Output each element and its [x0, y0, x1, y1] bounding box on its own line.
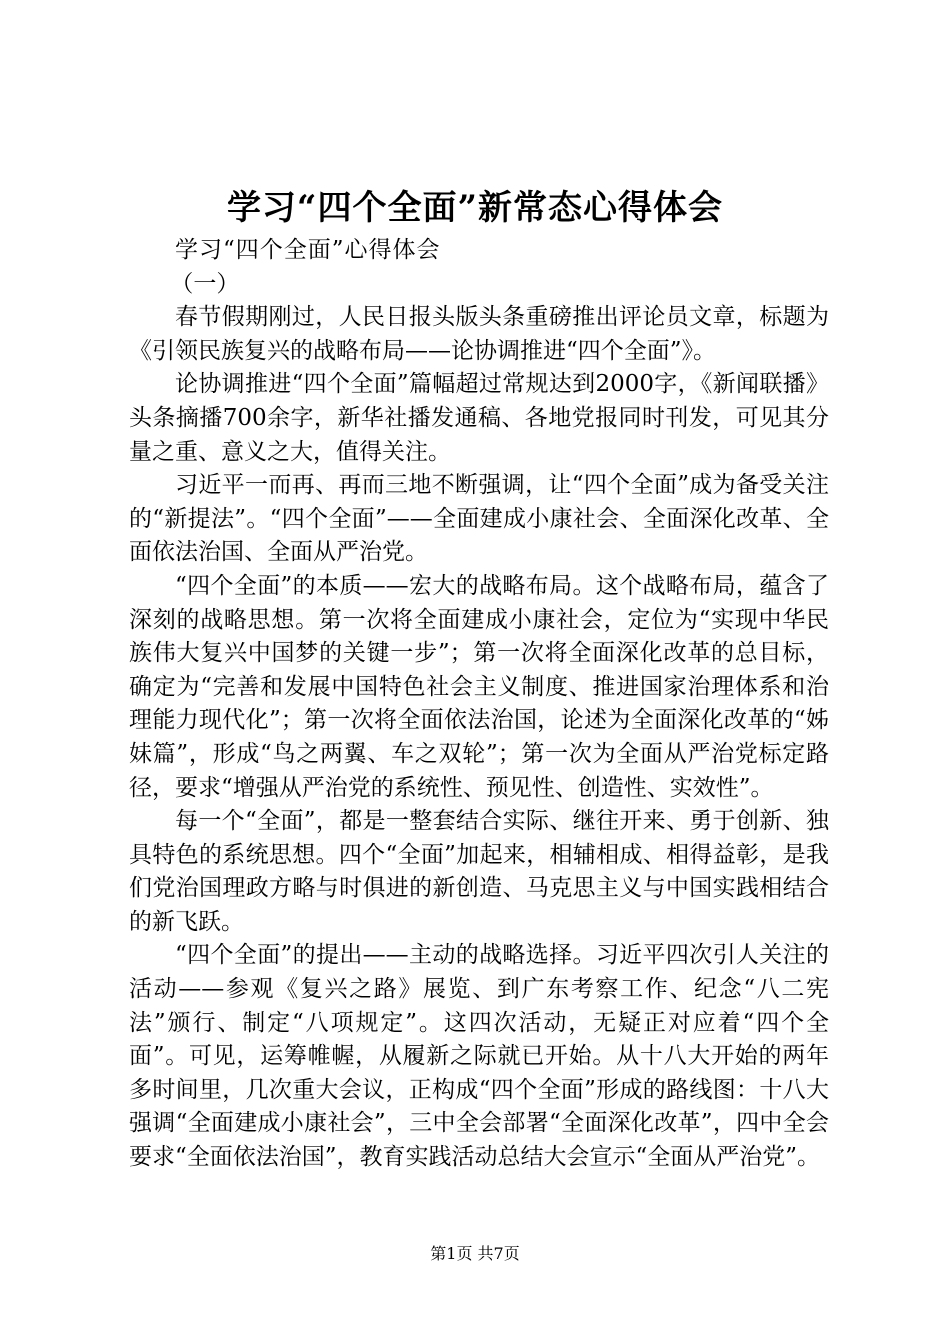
document-title: 学习“四个全面”新常态心得体会: [226, 188, 724, 228]
document-body: [129, 234, 829, 1175]
paragraph: 春节假期刚过，人民日报头版头条重磅推出评论员文章，标题为《引领民族复兴的战略布局——论协调推进“四个全面”》。: [129, 304, 829, 364]
section-number: （一）: [170, 270, 240, 297]
document-subtitle: 学习“四个全面”心得体会: [175, 237, 441, 263]
paragraph: 论协调推进“四个全面”篇幅超过常规达到2000字，《新闻联播》头条摘播700余字，新华社播发通稿、各地党报同时刊发，可见其分量之重、意义之大，值得关注。: [129, 371, 829, 465]
page-footer: 第1页 共7页: [430, 1244, 520, 1263]
paragraph: “四个全面”的提出——主动的战略选择。习近平四次引人关注的活动——参观《复兴之路》展览、到广东考察工作、纪念“八二宪法”颁行、制定“八项规定”。这四次活动，无疑正对应着“四个全面”。可见，运筹帷幄，从履新之际就已开始。从十八大开始的两年多时间里，几次重大会议，正构成“四个全面”形成的路线图：十八大强调“全面建成小康社会”，三中全会部署“全面深化改革”，四中全会要求“全面依法治国”，教育实践活动总结大会宣示“全面从严治党”。: [129, 942, 829, 1171]
paragraph: 每一个“全面”，都是一整套结合实际、继往开来、勇于创新、独具特色的系统思想。四个“全面”加起来，相辅相成、相得益彰，是我们党治国理政方略与时俱进的新创造、马克思主义与中国实践相结合的新飞跃。: [129, 808, 829, 935]
paragraph: “四个全面”的本质——宏大的战略布局。这个战略布局，蕴含了深刻的战略思想。第一次将全面建成小康社会，定位为“实现中华民族伟大复兴中国梦的关键一步”；第一次将全面深化改革的总目标，确定为“完善和发展中国特色社会主义制度、推进国家治理体系和治理能力现代化”；第一次将全面依法治国，论述为全面深化改革的“姊妹篇”，形成“鸟之两翼、车之双轮”；第一次为全面从严治党标定路径，要求“增强从严治党的系统性、预见性、创造性、实效性”。: [129, 572, 829, 801]
paragraph: 习近平一而再、再而三地不断强调，让“四个全面”成为备受关注的“新提法”。“四个全面”——全面建成小康社会、全面深化改革、全面依法治国、全面从严治党。: [129, 472, 829, 566]
